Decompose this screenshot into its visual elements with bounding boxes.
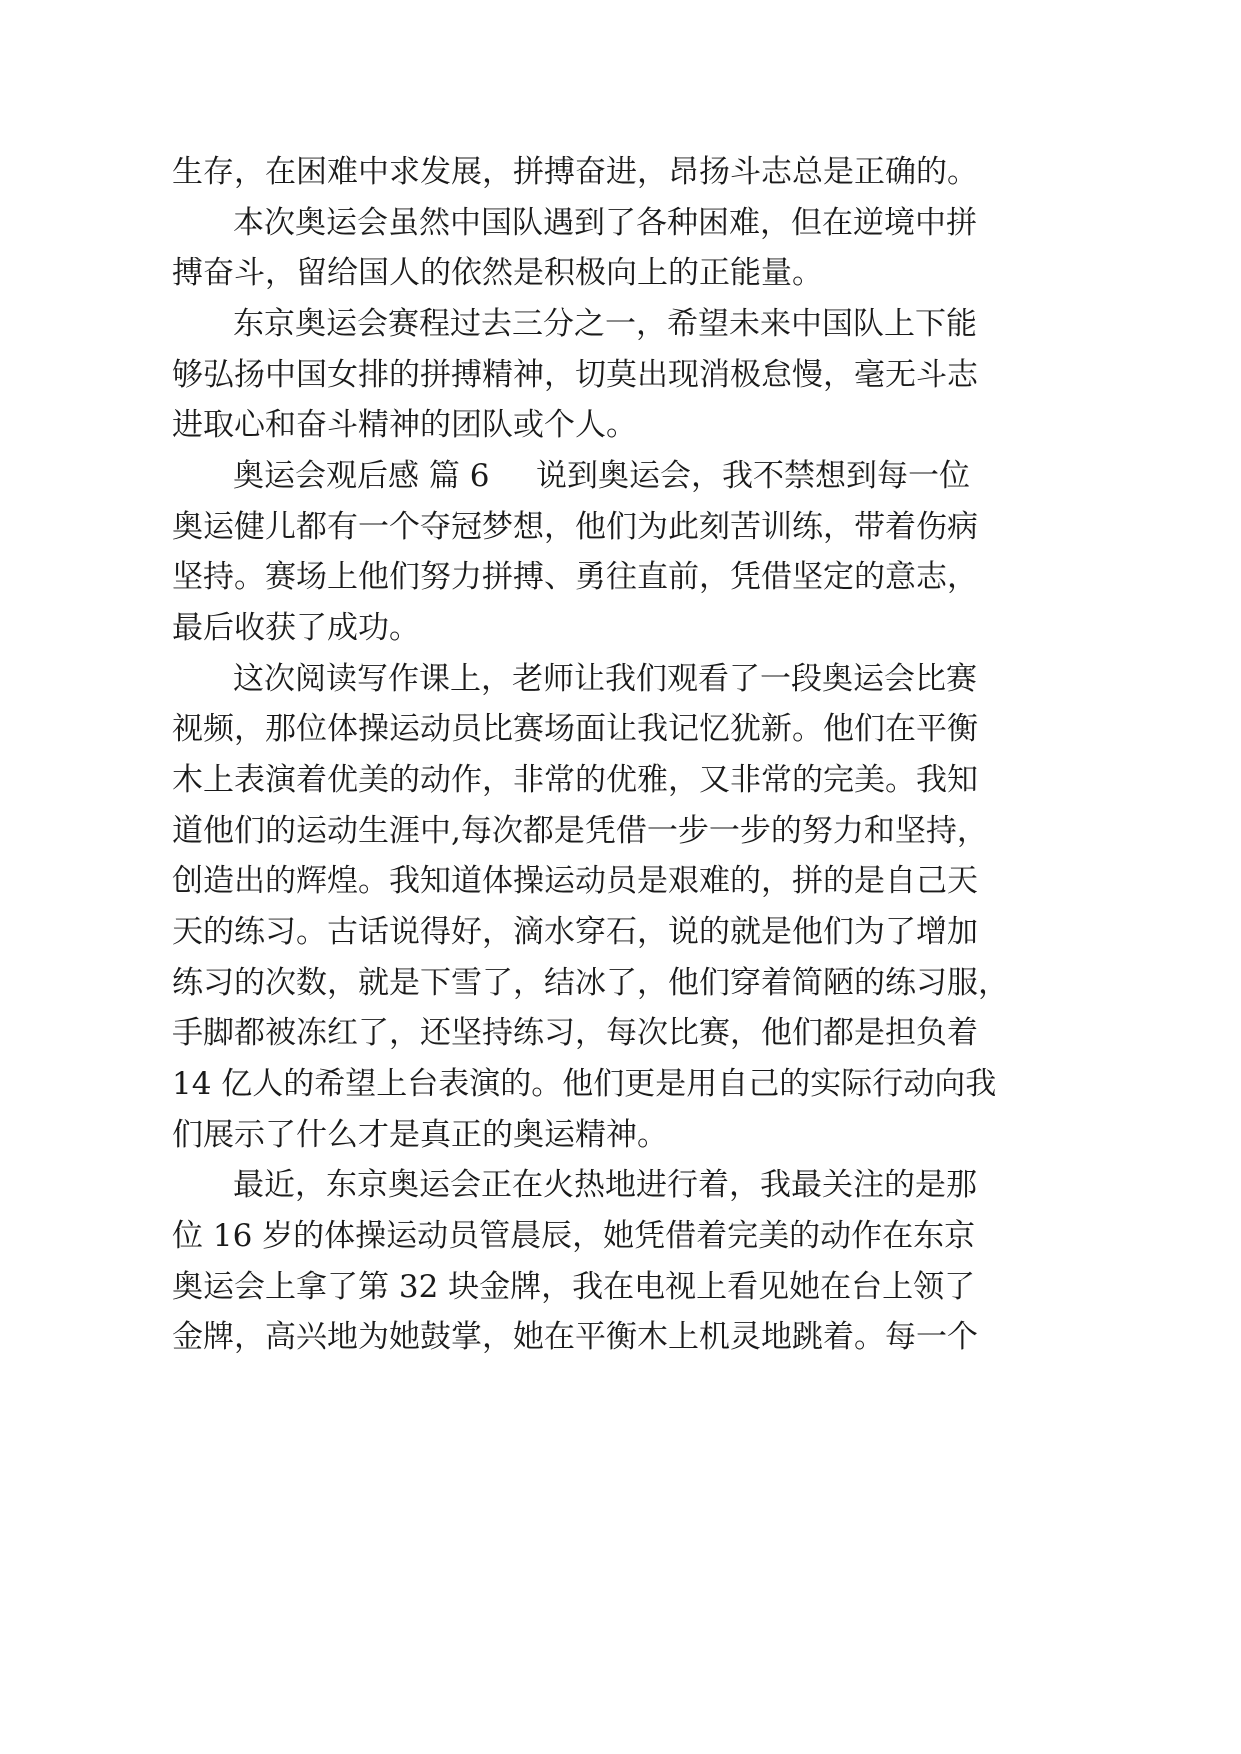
text-segment: 搏奋斗，留给国人的依然是积极向上的正能量。 — [172, 255, 823, 291]
text-segment: 进取心和奋斗精神的团队或个人。 — [172, 407, 637, 443]
text-segment: 说到奥运会，我不禁想到每一位 — [536, 458, 970, 494]
text-segment: 木上表演着优美的动作，非常的优雅，又非常的完美。我知 — [172, 762, 978, 798]
text-segment: 坚持。赛场上他们努力拼搏、勇往直前，凭借坚定的意志， — [172, 559, 978, 595]
text-segment: 练习的次数，就是下雪了，结冰了，他们穿着简陋的练习服， — [172, 965, 1009, 1001]
text-segment: 东京奥运会赛程过去三分之一，希望未来中国队上下能 — [233, 306, 977, 342]
text-segment: 创造出的辉煌。我知道体操运动员是艰难的，拼的是自己天 — [172, 863, 978, 899]
text-segment: 奥运会上拿了第 32 块金牌，我在电视上看见她在台上领了 — [172, 1269, 976, 1305]
text-segment: 本次奥运会虽然中国队遇到了各种困难，但在逆境中拼 — [233, 205, 977, 241]
text-segment: 位 16 岁的体操运动员管晨辰，她凭借着完美的动作在东京 — [172, 1218, 976, 1254]
text-segment: 这次阅读写作课上，老师让我们观看了一段奥运会比赛 — [233, 661, 977, 697]
text-segment: 最近，东京奥运会正在火热地进行着，我最关注的是那 — [233, 1167, 977, 1203]
text-segment: 金牌，高兴地为她鼓掌，她在平衡木上机灵地跳着。每一个 — [172, 1319, 978, 1355]
text-segment: 生存，在困难中求发展，拼搏奋进，昂扬斗志总是正确的。 — [172, 154, 978, 190]
text-segment: 手脚都被冻红了，还坚持练习，每次比赛，他们都是担负着 — [172, 1015, 978, 1051]
text-segment: 们展示了什么才是真正的奥运精神。 — [172, 1117, 668, 1153]
text-segment: 够弘扬中国女排的拼搏精神，切莫出现消极怠慢，毫无斗志 — [172, 357, 978, 393]
text-segment: 最后收获了成功。 — [172, 610, 420, 646]
text-segment: 道他们的运动生涯中,每次都是凭借一步一步的努力和坚持， — [172, 813, 988, 849]
text-segment: 奥运健儿都有一个夺冠梦想，他们为此刻苦训练，带着伤病 — [172, 509, 978, 545]
text-segment: 天的练习。古话说得好，滴水穿石，说的就是他们为了增加 — [172, 914, 978, 950]
text-line — [0, 1307, 1241, 1367]
text-segment: 14 亿人的希望上台表演的。他们更是用自己的实际行动向我 — [172, 1066, 997, 1102]
section-heading: 奥运会观后感 篇 6 — [233, 458, 490, 494]
text-segment: 视频，那位体操运动员比赛场面让我记忆犹新。他们在平衡 — [172, 711, 978, 747]
